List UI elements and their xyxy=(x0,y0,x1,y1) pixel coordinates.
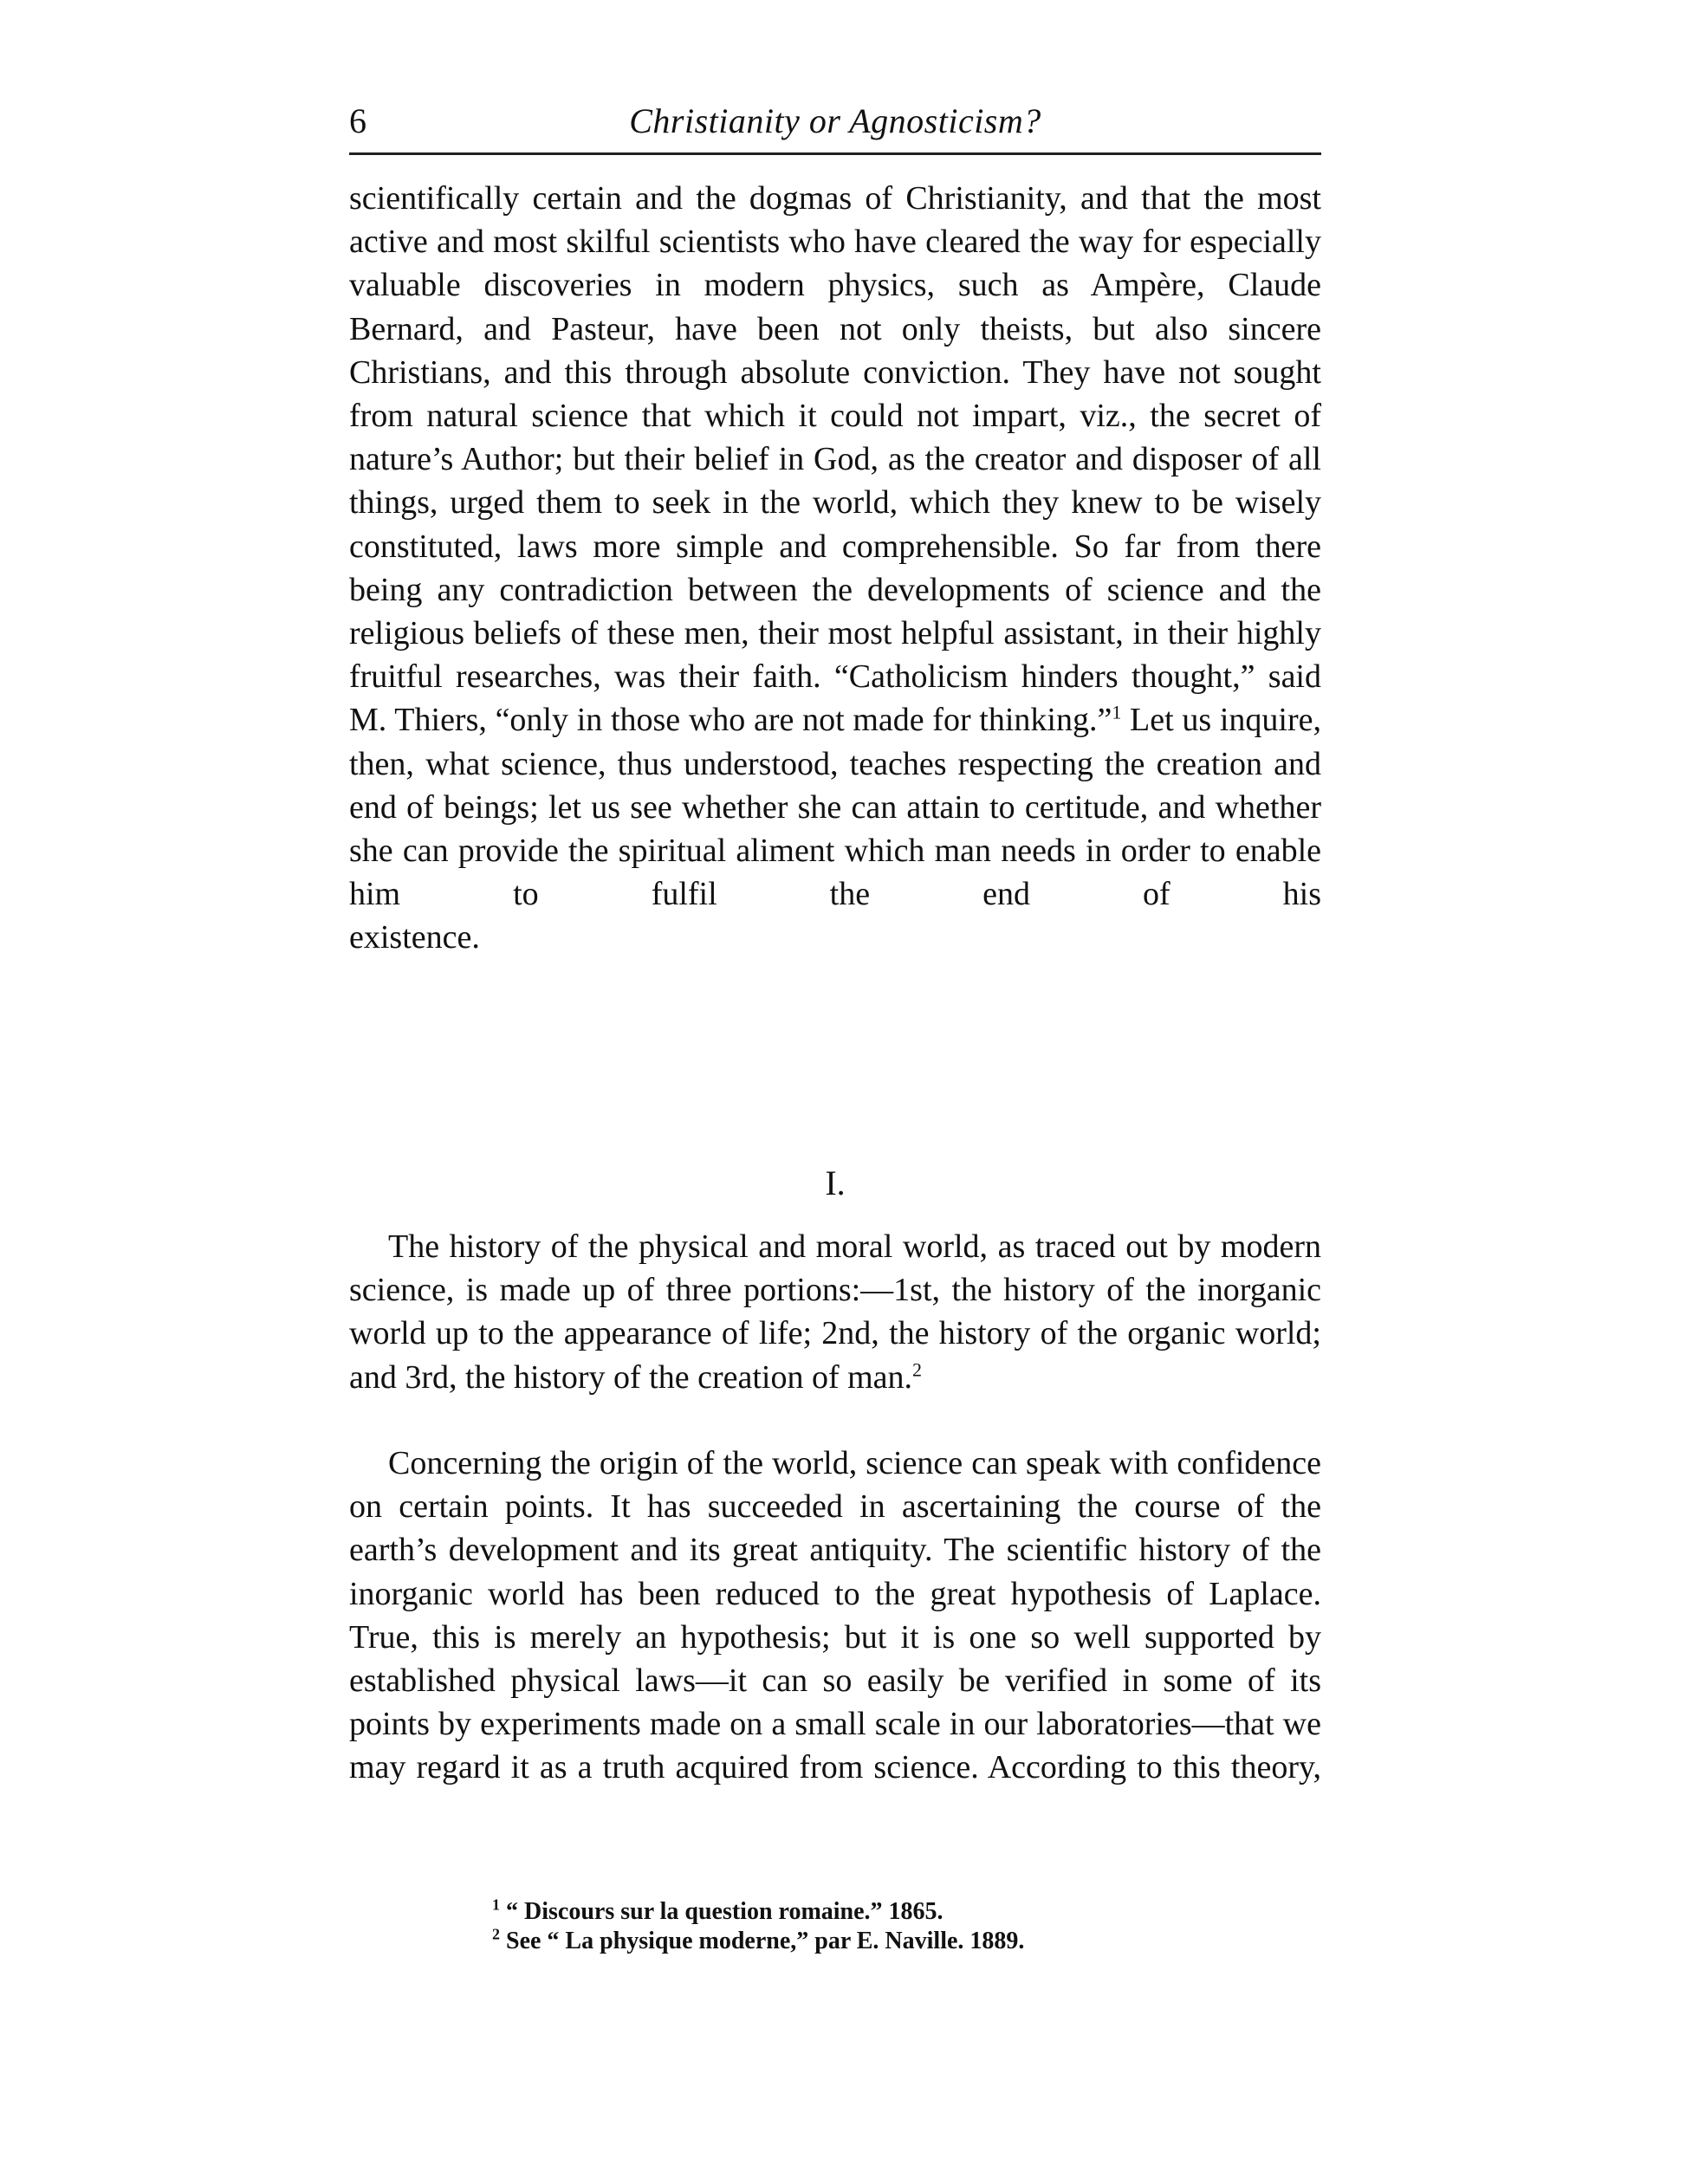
running-title: Christianity or Agnosticism? xyxy=(629,101,1041,140)
footnote-1-text: “ Discours sur la question romaine.” 1865. xyxy=(500,1898,944,1925)
paragraph-2-text: The history of the physical and moral world, as traced out by modern science, is made up of three portions:—1st, the history of the inorganic world up to the appearance of life; 2nd, the history of the organic world; and 3rd, the history of the creation of man. xyxy=(349,1228,1321,1396)
paragraph-1-text: scientifically certain and the dogmas of Christianity, and that the most active and most skilful scientists who have cleared the way for especially valuable discoveries in modern physics, such as Ampère, Claude Bernard, and Pasteur, have been not only theists, but also sincere Christians, and this through absolute conviction. They have not sought from natural science that which it could not impart, viz., the secret of nature’s Author; but their belief in God, as the creator and disposer of all things, urged them to seek in the world, which they knew to be wisely constituted, laws more simple and comprehensible. So far from there being any contradiction between the developments of science and the religious beliefs of these men, their most helpful assistant, in their highly fruitful researches, was their faith. “Catholicism hinders thought,” said M. Thiers, “only in those who are not made for thinking.” xyxy=(349,180,1321,739)
page-number: 6 xyxy=(349,101,366,140)
paragraph-1-body xyxy=(349,177,1321,916)
footnote-1-mark: 1 xyxy=(492,1896,500,1914)
page-header xyxy=(349,95,1321,147)
footnote-ref-1[interactable]: 1 xyxy=(1112,701,1122,723)
section-heading: I. xyxy=(825,1163,846,1202)
paragraph-1-text-after: Let us inquire, then, what science, thus understood, teaches respecting the creation and end of beings; let us see whether she can attain to certitude, and whether she can provide the spiritual aliment which man needs in order to enable him to fulfil the end of his xyxy=(349,702,1322,913)
footnote-1 xyxy=(492,1897,1272,1927)
footnote-2-mark: 2 xyxy=(492,1925,500,1943)
paragraph-3 xyxy=(349,1442,1321,1790)
footnote-ref-2[interactable]: 2 xyxy=(912,1358,923,1380)
header-rule xyxy=(349,152,1321,155)
footnote-2-text: See “ La physique moderne,” par E. Naville. 1889. xyxy=(500,1928,1025,1954)
paragraph-2 xyxy=(349,1225,1321,1399)
paragraph-3-text: Concerning the origin of the world, science can speak with confidence on certain points. It has succeeded in ascertaining the course of the earth’s development and its great antiquity. The scientific history of the inorganic world has been reduced to the great hypothesis of Laplace. True, this is merely an hypothesis; but it is one so well supported by established physical laws—it can so easily be verified in some of its points by experiments made on a small scale in our laboratories—that we may regard it as a truth acquired from science. According to this theory, xyxy=(349,1445,1321,1786)
footnote-2 xyxy=(492,1927,1272,1956)
paragraph-continued xyxy=(349,177,1321,960)
footnotes xyxy=(492,1897,1272,1956)
paragraph-1-last-line: existence. xyxy=(349,919,480,956)
